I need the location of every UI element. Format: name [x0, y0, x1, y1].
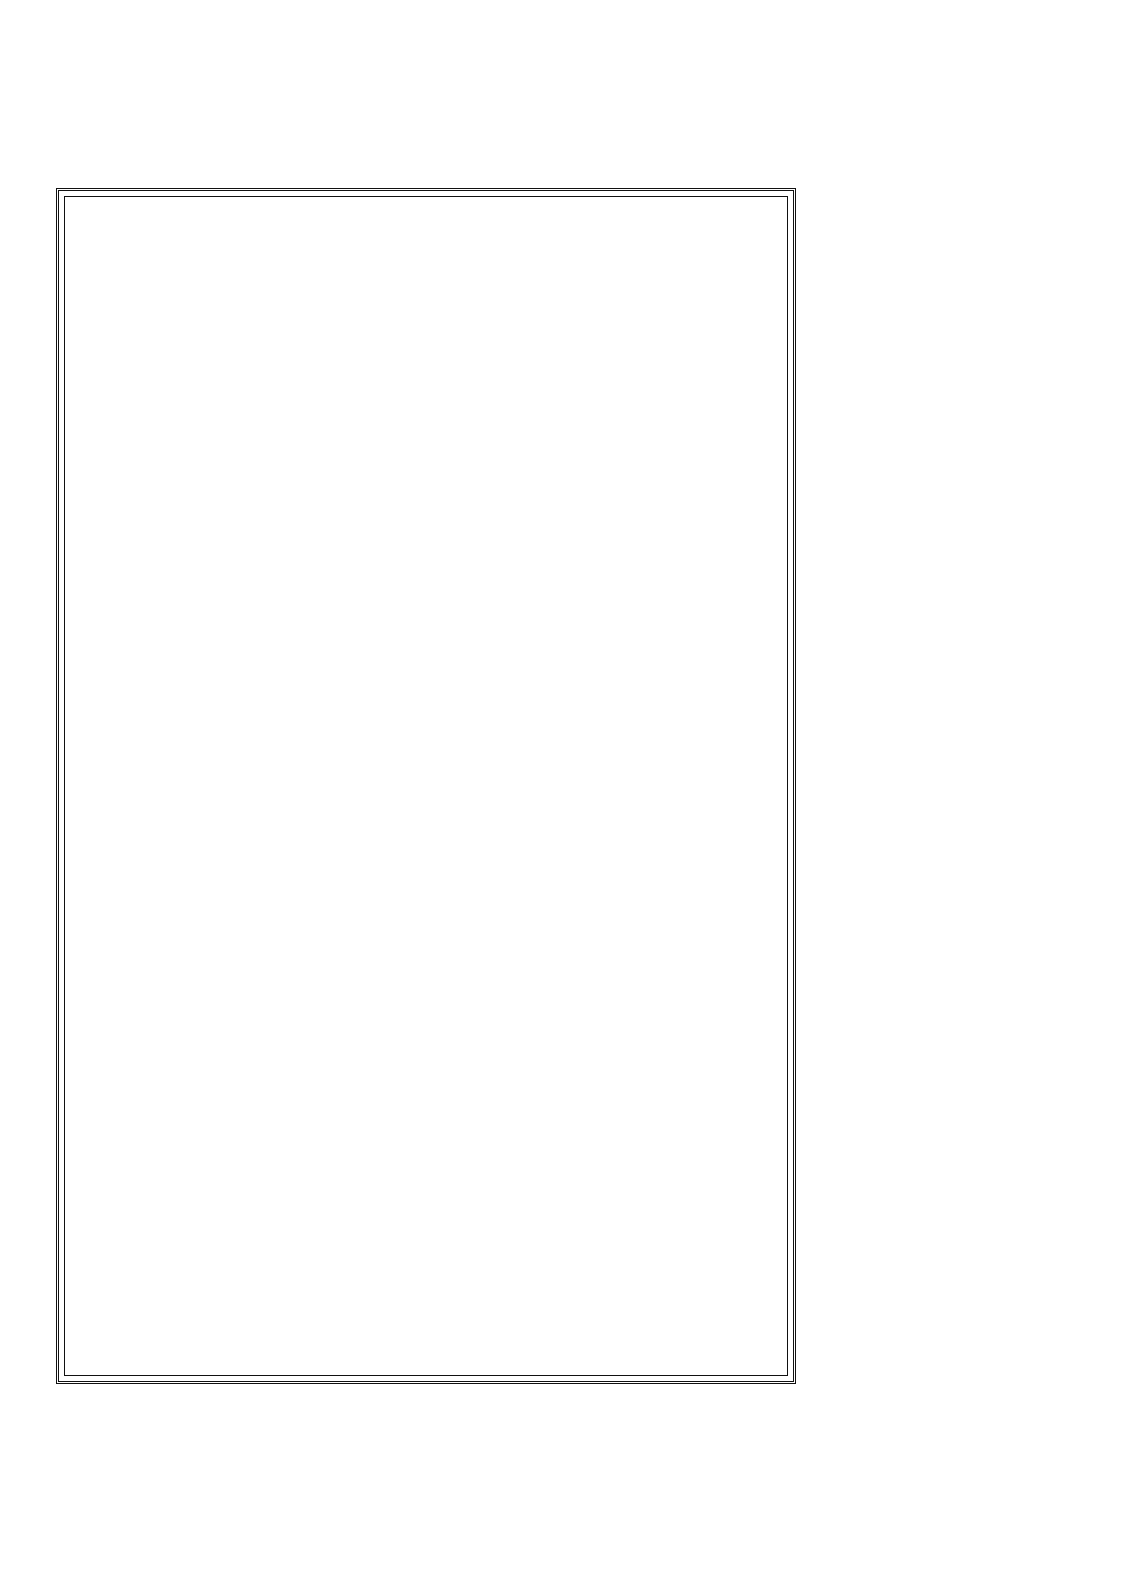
inner-frame-border: [64, 196, 788, 1376]
